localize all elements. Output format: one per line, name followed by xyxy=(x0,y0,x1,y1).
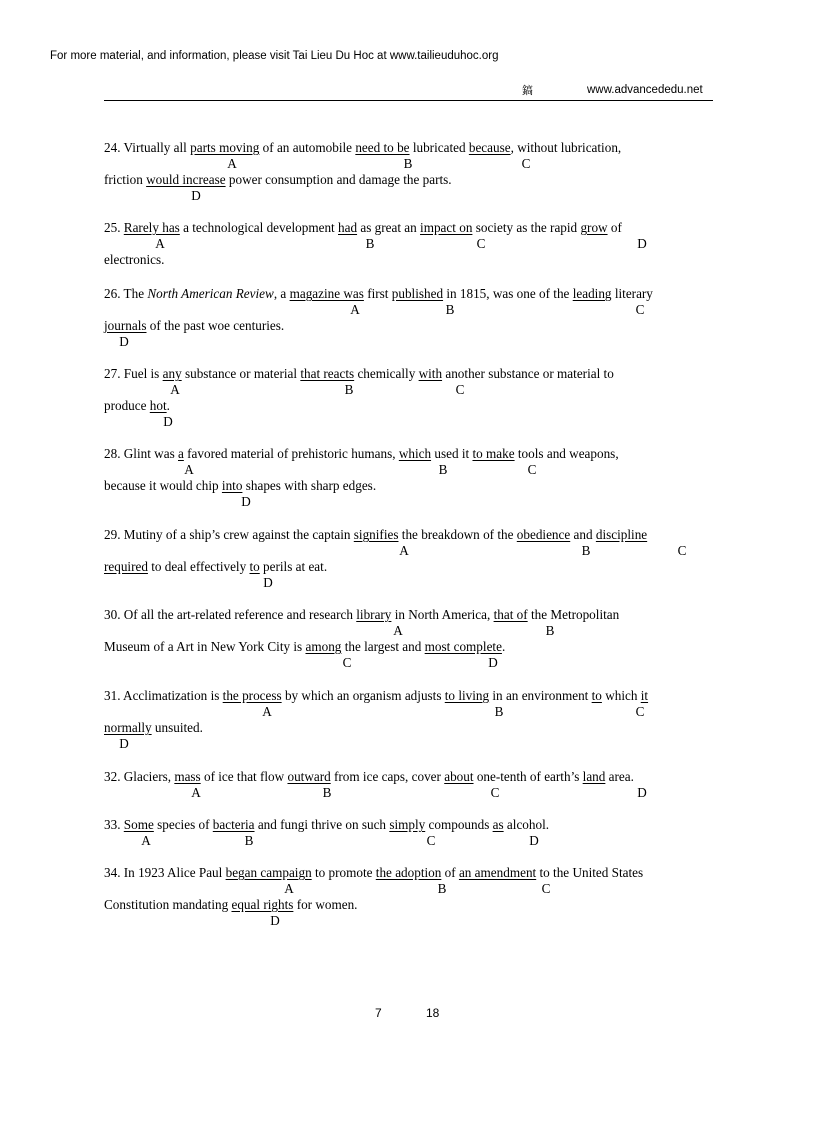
underlined-option-b[interactable]: obedience xyxy=(516,527,571,542)
option-letter-c: C xyxy=(527,462,537,477)
page-number: 7 xyxy=(375,1006,382,1020)
question-26 xyxy=(104,286,714,350)
underlined-option-b[interactable]: need to be xyxy=(355,140,410,155)
option-letters xyxy=(104,494,714,510)
option-letter-a: A xyxy=(191,785,201,800)
question-text: of an automobile xyxy=(259,140,356,155)
question-text: by which an organism adjusts xyxy=(281,688,445,703)
question-text: of xyxy=(607,220,622,235)
question-text: 30. Of all the art-related reference and research xyxy=(104,607,357,622)
option-letters xyxy=(104,623,714,639)
header-rule xyxy=(104,100,713,101)
question-text: power consumption and damage the parts. xyxy=(225,172,452,187)
underlined-option-b[interactable]: the adoption xyxy=(375,865,442,880)
option-letter-b: B xyxy=(581,543,591,558)
option-letter-a: A xyxy=(350,302,360,317)
option-letter-d: D xyxy=(263,575,273,590)
question-text: produce xyxy=(104,398,150,413)
question-24 xyxy=(104,140,714,204)
question-text: the largest and xyxy=(341,639,425,654)
underlined-option-d[interactable]: grow xyxy=(580,220,608,235)
question-text: of the past woe centuries. xyxy=(146,318,285,333)
question-line xyxy=(104,639,714,655)
option-letter-d: D xyxy=(529,833,539,848)
underlined-option-a[interactable]: parts moving xyxy=(190,140,260,155)
option-letter-c: C xyxy=(476,236,486,251)
underlined-option-d[interactable]: would increase xyxy=(146,172,226,187)
underlined-option-a[interactable]: magazine was xyxy=(289,286,364,301)
question-text: 34. In 1923 Alice Paul xyxy=(104,865,226,880)
question-text: literary xyxy=(611,286,653,301)
option-letter-b: B xyxy=(494,704,504,719)
option-letter-c: C xyxy=(426,833,436,848)
question-text: one-tenth of earth’s xyxy=(473,769,583,784)
option-letters xyxy=(104,655,714,671)
option-letters xyxy=(104,833,714,849)
question-text: friction xyxy=(104,172,147,187)
option-letter-d: D xyxy=(270,913,280,928)
question-line xyxy=(104,769,714,785)
option-letter-d: D xyxy=(119,334,129,349)
option-letters xyxy=(104,913,714,929)
question-line xyxy=(104,478,714,494)
option-letter-a: A xyxy=(141,833,151,848)
option-letter-c: C xyxy=(490,785,500,800)
question-line xyxy=(104,559,714,575)
question-text: in an environment xyxy=(489,688,592,703)
question-text: 24. Virtually all xyxy=(104,140,191,155)
question-27 xyxy=(104,366,714,430)
question-text: the Metropolitan xyxy=(527,607,620,622)
question-text: 26. The xyxy=(104,286,148,301)
underlined-option-c[interactable]: impact on xyxy=(420,220,473,235)
question-text: because it would chip xyxy=(104,478,222,493)
underlined-option-c[interactable]: because xyxy=(468,140,511,155)
option-letters xyxy=(104,188,714,204)
underlined-option-b[interactable]: that of xyxy=(493,607,528,622)
option-letter-b: B xyxy=(438,462,448,477)
page-total: 18 xyxy=(426,1006,440,1020)
question-32 xyxy=(104,769,714,801)
option-letter-c: C xyxy=(521,156,531,171)
question-text: alcohol. xyxy=(503,817,550,832)
option-letter-c: C xyxy=(455,382,465,397)
option-letter-a: A xyxy=(284,881,294,896)
header-glyph: 鎬 xyxy=(522,84,533,97)
question-text: 27. Fuel is xyxy=(104,366,163,381)
option-letter-a: A xyxy=(227,156,237,171)
question-text: as great an xyxy=(357,220,421,235)
question-29 xyxy=(104,527,714,591)
option-letter-a: A xyxy=(393,623,403,638)
option-letter-d: D xyxy=(488,655,498,670)
underlined-option-c[interactable]: simply xyxy=(389,817,426,832)
question-line xyxy=(104,252,714,268)
question-line xyxy=(104,607,714,623)
option-letter-b: B xyxy=(344,382,354,397)
question-line xyxy=(104,865,714,881)
underlined-option-c[interactable]: to xyxy=(591,688,602,703)
underlined-option-c[interactable]: an amendment xyxy=(458,865,537,880)
question-text: perils at eat. xyxy=(259,559,328,574)
question-line xyxy=(104,688,714,704)
underlined-option-d2[interactable]: normally xyxy=(104,720,152,735)
underlined-option-a[interactable]: Rarely has xyxy=(123,220,180,235)
option-letters xyxy=(104,785,714,801)
underlined-option-d[interactable]: hot xyxy=(149,398,167,413)
question-31 xyxy=(104,688,714,752)
question-text: in 1815, was one of the xyxy=(443,286,573,301)
underlined-option-b[interactable]: to living xyxy=(444,688,490,703)
question-text: . xyxy=(501,639,506,654)
option-letters xyxy=(104,334,714,350)
underlined-option-d[interactable]: most complete xyxy=(424,639,502,654)
question-text: another substance or material to xyxy=(442,366,614,381)
option-letters xyxy=(104,414,714,430)
question-text: , without lubrication, xyxy=(510,140,622,155)
option-letter-c: C xyxy=(541,881,551,896)
question-text: species of xyxy=(153,817,213,832)
question-text: in North America, xyxy=(391,607,494,622)
question-text: Constitution mandating xyxy=(104,897,232,912)
option-letters xyxy=(104,736,714,752)
question-text: and xyxy=(570,527,596,542)
underlined-option-a[interactable]: signifies xyxy=(353,527,399,542)
question-text: electronics. xyxy=(104,252,165,267)
option-letter-d: D xyxy=(163,414,173,429)
question-text: 32. Glaciers, xyxy=(104,769,175,784)
question-25 xyxy=(104,220,714,268)
option-letter-b: B xyxy=(545,623,555,638)
question-text: to promote xyxy=(311,865,376,880)
question-33 xyxy=(104,817,714,849)
underlined-option-b[interactable]: which xyxy=(398,446,432,461)
underlined-option-d[interactable]: land xyxy=(582,769,606,784)
underlined-option-c[interactable]: among xyxy=(305,639,342,654)
option-letter-b: B xyxy=(365,236,375,251)
option-letter-a: A xyxy=(170,382,180,397)
question-line xyxy=(104,318,714,334)
question-text: area. xyxy=(605,769,634,784)
option-letter-c: C xyxy=(677,543,687,558)
underlined-option-a[interactable]: began campaign xyxy=(225,865,312,880)
underlined-option-b[interactable]: published xyxy=(391,286,444,301)
question-text: which xyxy=(601,688,641,703)
question-text: substance or material xyxy=(181,366,301,381)
site-banner: For more material, and information, please visit Tai Lieu Du Hoc at www.tailieuduhoc.org xyxy=(50,50,499,62)
question-text: . xyxy=(166,398,170,413)
option-letters xyxy=(104,543,714,559)
question-text: used it xyxy=(431,446,473,461)
question-text: of xyxy=(441,865,459,880)
question-line xyxy=(104,172,714,188)
option-letter-c: C xyxy=(635,704,645,719)
question-text: compounds xyxy=(425,817,493,832)
option-letter-c: C xyxy=(635,302,645,317)
question-line xyxy=(104,527,714,543)
question-text: and fungi thrive on such xyxy=(254,817,390,832)
question-text: a technological development xyxy=(179,220,339,235)
option-letter-b: B xyxy=(244,833,254,848)
underlined-option-d[interactable]: it xyxy=(640,688,649,703)
question-30 xyxy=(104,607,714,671)
question-text: unsuited. xyxy=(151,720,203,735)
option-letter-d: D xyxy=(637,785,647,800)
option-letters xyxy=(104,236,714,252)
question-text: shapes with sharp edges. xyxy=(242,478,377,493)
journal-title: North American Review xyxy=(147,286,274,301)
question-text: to the United States xyxy=(536,865,644,880)
option-letter-d: D xyxy=(191,188,201,203)
question-text: society as the rapid xyxy=(472,220,581,235)
underlined-option-a[interactable]: Some xyxy=(123,817,154,832)
underlined-option-b[interactable]: bacteria xyxy=(212,817,255,832)
underlined-option-a[interactable]: any xyxy=(162,366,182,381)
underlined-option-d[interactable]: journals xyxy=(104,318,147,333)
option-letter-a: A xyxy=(399,543,409,558)
option-letters xyxy=(104,462,714,478)
option-letters xyxy=(104,575,714,591)
question-text: lubricated xyxy=(409,140,469,155)
question-line xyxy=(104,286,714,302)
underlined-option-c[interactable]: leading xyxy=(572,286,612,301)
option-letters xyxy=(104,156,714,172)
option-letters xyxy=(104,382,714,398)
question-line xyxy=(104,897,714,913)
underlined-option-b[interactable]: that reacts xyxy=(300,366,355,381)
option-letter-a: A xyxy=(155,236,165,251)
option-letter-b: B xyxy=(437,881,447,896)
question-34 xyxy=(104,865,714,929)
underlined-option-b[interactable]: outward xyxy=(287,769,331,784)
question-line xyxy=(104,366,714,382)
question-line xyxy=(104,140,714,156)
option-letter-a: A xyxy=(262,704,272,719)
question-text: , a xyxy=(273,286,290,301)
question-text: favored material of prehistoric humans, xyxy=(183,446,399,461)
underlined-option-c[interactable]: about xyxy=(444,769,474,784)
option-letter-b: B xyxy=(403,156,413,171)
underlined-option-c[interactable]: discipline xyxy=(595,527,648,542)
question-text: tools and weapons, xyxy=(514,446,619,461)
question-line xyxy=(104,720,714,736)
question-text: the breakdown of the xyxy=(398,527,517,542)
underlined-option-a[interactable]: library xyxy=(356,607,392,622)
question-text: to deal effectively xyxy=(147,559,250,574)
question-text: 28. Glint was xyxy=(104,446,178,461)
option-letters xyxy=(104,302,714,318)
underlined-option-a[interactable]: mass xyxy=(174,769,201,784)
option-letter-d: D xyxy=(241,494,251,509)
question-text: 29. Mutiny of a ship’s crew against the captain xyxy=(104,527,354,542)
question-28 xyxy=(104,446,714,510)
option-letter-d: D xyxy=(637,236,647,251)
question-text: 31. Acclimatization is xyxy=(104,688,223,703)
option-letter-a: A xyxy=(184,462,194,477)
underlined-option-a[interactable]: a xyxy=(178,446,184,461)
underlined-option-d[interactable]: equal rights xyxy=(231,897,294,912)
underlined-option-c[interactable]: to make xyxy=(472,446,515,461)
option-letter-b: B xyxy=(322,785,332,800)
question-text: 25. xyxy=(104,220,124,235)
option-letters xyxy=(104,704,714,720)
question-text: of ice that flow xyxy=(200,769,288,784)
underlined-option-a2[interactable]: required xyxy=(104,559,148,574)
question-line xyxy=(104,220,714,236)
question-line xyxy=(104,817,714,833)
underlined-option-d[interactable]: to xyxy=(249,559,260,574)
option-letters xyxy=(104,881,714,897)
question-line xyxy=(104,446,714,462)
underlined-option-a[interactable]: the process xyxy=(222,688,282,703)
question-text: 33. xyxy=(104,817,124,832)
question-text: first xyxy=(363,286,392,301)
question-text: for women. xyxy=(293,897,358,912)
option-letter-b: B xyxy=(445,302,455,317)
underlined-option-b[interactable]: had xyxy=(338,220,358,235)
question-text: from ice caps, cover xyxy=(330,769,445,784)
question-text: chemically xyxy=(354,366,419,381)
underlined-option-d[interactable]: as xyxy=(492,817,504,832)
underlined-option-d[interactable]: into xyxy=(221,478,243,493)
question-text: Museum of a Art in New York City is xyxy=(104,639,306,654)
option-letter-d: D xyxy=(119,736,129,751)
underlined-option-c[interactable]: with xyxy=(418,366,443,381)
header-site-url: www.advancededu.net xyxy=(587,84,703,96)
option-letter-c: C xyxy=(342,655,352,670)
question-line xyxy=(104,398,714,414)
